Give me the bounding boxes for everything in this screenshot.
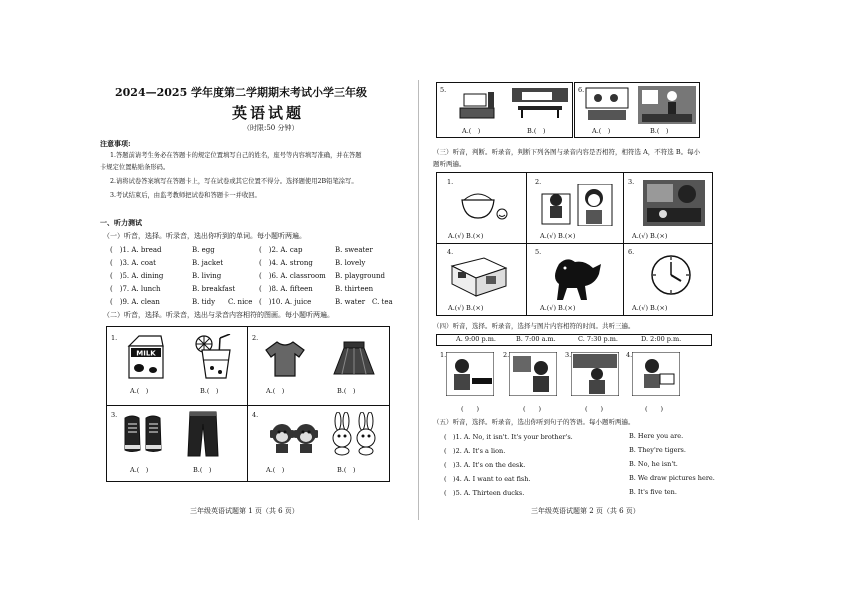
r-num-6: 6.	[578, 86, 585, 94]
zoo-scene-icon	[643, 180, 705, 226]
p1-item-10-c: C. tea	[372, 298, 393, 306]
p3-2-judge[interactable]: A.(√) B.(×)	[540, 232, 576, 240]
p1-item-8: ( )8. A. fifteen	[259, 285, 313, 293]
p3-num-1: 1.	[447, 178, 454, 186]
monkeys-icon	[270, 420, 318, 454]
p3-6-judge[interactable]: A.(√) B.(×)	[632, 304, 668, 312]
part3-heading-2: 题听两遍。	[433, 160, 466, 168]
p3-3-judge[interactable]: A.(√) B.(×)	[632, 232, 668, 240]
part4-heading: （四）听音，选择。听录音，选择与图片内容相符的时间。共听三遍。	[433, 322, 635, 330]
section-listening: 一、听力测试	[100, 218, 142, 227]
p1-item-5-b: B. living	[192, 272, 222, 280]
part1-heading: （一）听音，选择。听录音，选出你听到的单词。每小题听两遍。	[103, 232, 306, 240]
note-line-2: 卡规定位置粘贴条形码。	[100, 164, 170, 171]
r5-opt-a[interactable]: A.( )	[462, 127, 481, 135]
p1-item-1-b: B. egg	[192, 246, 215, 254]
classroom-scene-icon	[584, 86, 630, 122]
house-floor-plan-icon	[448, 254, 508, 298]
t-shirt-icon	[264, 340, 306, 378]
p4-num-1: 1.	[440, 351, 447, 359]
p4-num-3: 3.	[565, 351, 572, 359]
boy-girl-scene-icon	[538, 184, 614, 226]
p1-item-3-b: B. jacket	[192, 259, 224, 267]
p2-2-opt-a[interactable]: A.( )	[266, 387, 285, 395]
p2-num-2: 2.	[252, 334, 259, 342]
p1-item-4-b: B. lovely	[335, 259, 366, 267]
p1-item-5: ( )5. A. dining	[110, 272, 164, 280]
skirt-icon	[332, 340, 376, 378]
note-line-1: 1.答题前请考生务必在答题卡的规定位置填写自己的姓名，座号等内容填写准确，并在答题	[110, 152, 362, 159]
p2-2-opt-b[interactable]: B.( )	[337, 387, 356, 395]
right-page-footer: 三年级英语试题第 2 页（共 6 页）	[531, 507, 640, 515]
time-option-d: D. 2:00 p.m.	[641, 335, 682, 343]
p1-item-7: ( )7. A. lunch	[110, 285, 161, 293]
dining-room-icon	[512, 86, 568, 120]
p1-item-6-b: B. playground	[335, 272, 385, 280]
milk-carton-icon	[125, 334, 167, 380]
p1-item-9-c: C. nice	[228, 298, 253, 306]
rice-bowl-icon	[458, 186, 508, 224]
p1-item-2-b: B. sweater	[335, 246, 373, 254]
time-option-c: C. 7:30 p.m.	[578, 335, 618, 343]
r6-opt-b[interactable]: B.( )	[650, 127, 669, 135]
p2-1-opt-a[interactable]: A.( )	[130, 387, 149, 395]
page-divider	[418, 80, 419, 520]
clock-icon	[650, 254, 692, 296]
p5-item-3-a: ( )3. A. It's on the desk.	[444, 461, 526, 469]
time-limit: （时限:50 分钟）	[243, 124, 299, 132]
boy-studying-icon	[632, 352, 680, 396]
note-line-4: 3.考试结束后，由监考教师把试卷和答题卡一并收回。	[110, 192, 261, 199]
p4-3-blank[interactable]: ( )	[585, 405, 604, 413]
trousers-icon	[186, 410, 220, 460]
juice-glass-icon	[194, 334, 234, 380]
p1-item-4: ( )4. A. strong	[259, 259, 313, 267]
p3-1-judge[interactable]: A.(√) B.(×)	[448, 232, 484, 240]
r5-opt-b[interactable]: B.( )	[527, 127, 546, 135]
black-panther-icon	[545, 254, 605, 302]
rabbits-icon	[330, 412, 378, 456]
p4-1-blank[interactable]: ( )	[461, 405, 480, 413]
p4-4-blank[interactable]: ( )	[645, 405, 664, 413]
p5-item-3-b: B. No, he isn't.	[629, 460, 678, 468]
p3-5-judge[interactable]: A.(√) B.(×)	[540, 304, 576, 312]
p1-item-2: ( )2. A. cap	[259, 246, 303, 254]
p3-num-3: 3.	[628, 178, 635, 186]
p5-item-1-b: B. Here you are.	[629, 432, 684, 440]
p1-item-3: ( )3. A. coat	[110, 259, 156, 267]
p1-item-8-b: B. thirteen	[335, 285, 374, 293]
p5-item-2-b: B. They're tigers.	[629, 446, 686, 454]
p5-item-5-a: ( )5. A. Thirteen ducks.	[444, 489, 525, 497]
living-room-icon	[458, 88, 496, 120]
p4-num-2: 2.	[503, 351, 510, 359]
p2-num-3: 3.	[111, 411, 118, 419]
p5-item-4-a: ( )4. A. I want to eat fish.	[444, 475, 531, 483]
left-page-footer: 三年级英语试题第 1 页（共 6 页）	[190, 507, 299, 515]
p3-num-4: 4.	[447, 248, 454, 256]
p2-1-opt-b[interactable]: B.( )	[200, 387, 219, 395]
p4-2-blank[interactable]: ( )	[523, 405, 542, 413]
p5-item-4-b: B. We draw pictures here.	[629, 474, 715, 482]
exam-subject: 英语试题	[232, 104, 305, 122]
r-num-5: 5.	[440, 86, 447, 94]
time-option-b: B. 7:00 a.m.	[516, 335, 556, 343]
p5-item-2-a: ( )2. A. It's a lion.	[444, 447, 506, 455]
p2-num-1: 1.	[111, 334, 118, 342]
p2-num-4: 4.	[252, 411, 259, 419]
p1-item-1: ( )1. A. bread	[110, 246, 162, 254]
p2-3-opt-a[interactable]: A.( )	[130, 466, 149, 474]
svg-text:MILK: MILK	[136, 349, 156, 358]
p3-4-judge[interactable]: A.(√) B.(×)	[448, 304, 484, 312]
p1-item-9-b: B. tidy	[192, 298, 216, 306]
boy-eating-icon	[446, 352, 494, 396]
p3-num-6: 6.	[628, 248, 635, 256]
note-line-3: 2.请将试卷答案填写在答题卡上，写在试卷或其它位置不得分。选择题使用2B铅笔涂写。	[110, 178, 358, 185]
p1-item-10: ( )10. A. juice	[259, 298, 312, 306]
p1-item-7-b: B. breakfast	[192, 285, 236, 293]
p2-4-opt-a[interactable]: A.( )	[266, 466, 285, 474]
p3-num-5: 5.	[535, 248, 542, 256]
boy-waking-icon	[509, 352, 557, 396]
part3-heading: （三）听音，判断。听录音，判断下列各图与录音内容是否相符，相符选 A，不符选 B。每小	[433, 148, 701, 156]
notes-heading: 注意事项:	[100, 139, 131, 148]
p3-num-2: 2.	[535, 178, 542, 186]
p2-4-opt-b[interactable]: B.( )	[337, 466, 356, 474]
time-option-a: A. 9:00 p.m.	[456, 335, 496, 343]
p5-item-1-a: ( )1. A. No, it isn't. It's your brother's.	[444, 433, 573, 441]
playground-scene-icon	[638, 86, 696, 124]
p1-item-9: ( )9. A. clean	[110, 298, 160, 306]
boy-reading-icon	[571, 352, 619, 396]
p1-item-6: ( )6. A. classroom	[259, 272, 326, 280]
p5-item-5-b: B. It's five ten.	[629, 488, 677, 496]
sneakers-icon	[122, 412, 164, 454]
exam-title: 2024—2025 学年度第二学期期末考试小学三年级	[115, 86, 368, 99]
p2-3-opt-b[interactable]: B.( )	[193, 466, 212, 474]
p4-num-4: 4.	[626, 351, 633, 359]
part5-heading: （五）听音，选择。听录音，选出你听到句子的答语。每小题听两遍。	[433, 418, 635, 426]
r6-opt-a[interactable]: A.( )	[592, 127, 611, 135]
p1-item-10-b: B. water	[335, 298, 366, 306]
part2-heading: （二）听音，选择。听录音，选出与录音内容相符的图画。每小题听两遍。	[103, 311, 334, 319]
